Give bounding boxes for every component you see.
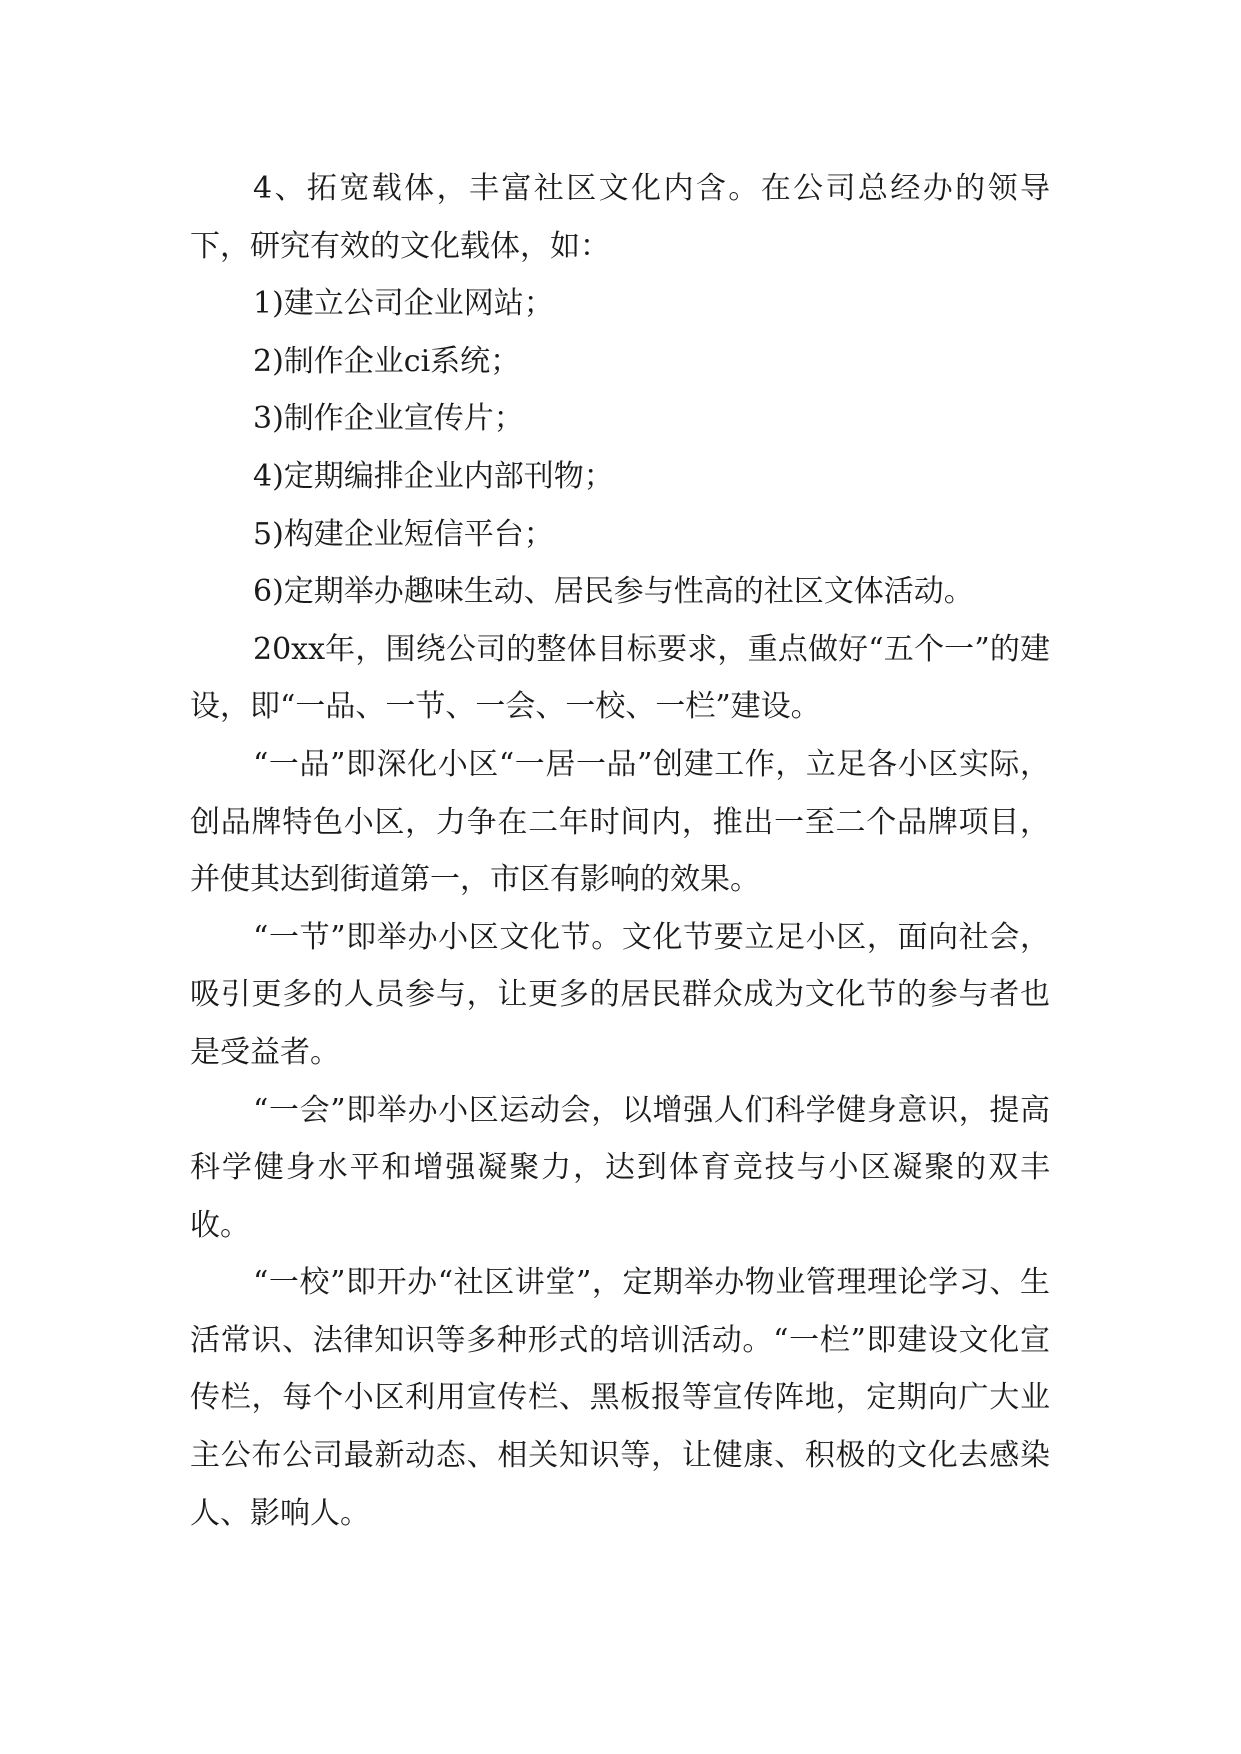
document-body xyxy=(190,160,1050,1542)
paragraph-one-games: “一会”即举办小区运动会，以增强人们科学健身意识，提高科学健身水平和增强凝聚力，达到体育竞技与小区凝聚的双丰收。 xyxy=(190,1092,1050,1243)
paragraph-five-ones: 20xx年，围绕公司的整体目标要求，重点做好“五个一”的建设，即“一品、一节、一会、一校、一栏”建设。 xyxy=(190,631,1050,725)
list-item-sms-platform: 5)构建企业短信平台； xyxy=(253,516,554,552)
list-item-website: 1)建立公司企业网站； xyxy=(253,286,554,322)
list-item-internal-journal: 4)定期编排企业内部刊物； xyxy=(253,458,614,494)
paragraph-one-festival: “一节”即举办小区文化节。文化节要立足小区，面向社会，吸引更多的人员参与，让更多的居民群众成为文化节的参与者也是受益者。 xyxy=(190,919,1050,1070)
list-item-community-activities: 6)定期举办趣味生动、居民参与性高的社区文体活动。 xyxy=(253,574,974,610)
paragraph-carrier-intro: 4、拓宽载体，丰富社区文化内含。在公司总经办的领导下，研究有效的文化载体，如： xyxy=(190,171,1050,264)
paragraph-one-school-one-column: “一校”即开办“社区讲堂”，定期举办物业管理理论学习、生活常识、法律知识等多种形式的培训活动。“一栏”即建设文化宣传栏，每个小区利用宣传栏、黑板报等宣传阵地，定期向广大业主公布公司最新动态、相关知识等，让健康、积极的文化去感染人、影响人。 xyxy=(190,1265,1050,1531)
list-item-promo-film: 3)制作企业宣传片； xyxy=(253,401,524,437)
list-item-ci-system: 2)制作企业ci系统； xyxy=(253,343,521,379)
paragraph-one-brand: “一品”即深化小区“一居一品”创建工作，立足各小区实际，创品牌特色小区，力争在二年时间内，推出一至二个品牌项目，并使其达到街道第一，市区有影响的效果。 xyxy=(190,746,1050,898)
